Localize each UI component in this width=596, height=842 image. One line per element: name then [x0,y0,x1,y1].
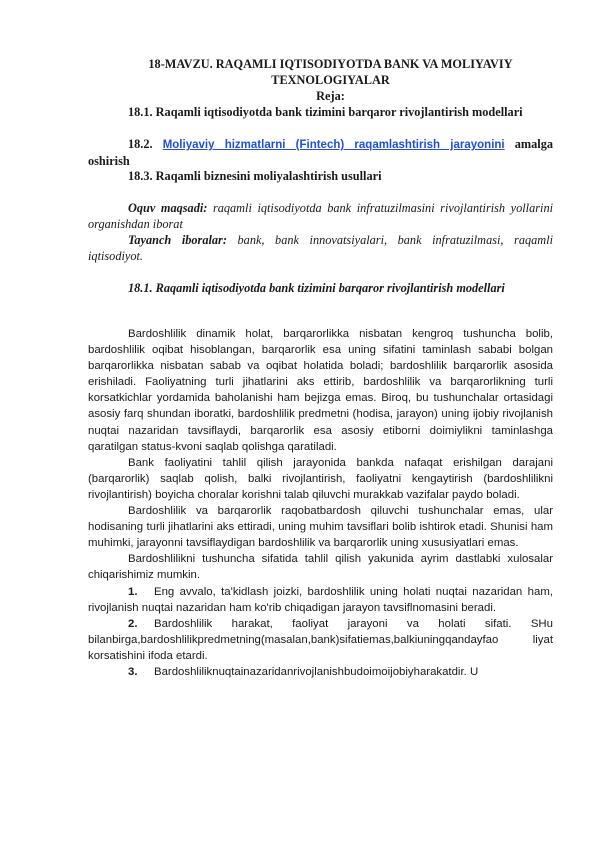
plan-item-2-suffix: amalga oshirish [88,137,553,168]
paragraph-3: Bardoshlilik va barqarorlik raqobatbardosh qiluvchi tushunchalar emas, ular hodisaning turli jihatlarini aks ettiradi, uning muhim tavsiflari bolib ishtirok etadi. Shunisi ham muhimki, jarayonni tavsiflaydigan bardoshlilik va barqarorlik uning xususiyatlari emas. [88,505,553,550]
plan-heading: Reja: [316,89,345,103]
body-text [88,326,553,680]
learning-goal [88,200,553,232]
numbered-item-3-text: Bardoshliliknuqtainazaridanrivojlanishbudoimoijobiyharakatdir. U [154,665,479,678]
numbered-item-1-number: 1. [128,585,138,598]
plan-item-2-number: 18.2. [128,137,153,151]
numbered-item-2 [88,616,553,664]
numbered-item-1-text: Eng avvalo, ta'kidlash joizki, bardoshlilik uning holati nuqtai nazaridan ham, rivojlanish nuqtai nazaridan ham ko'rib chiqadigan jarayon tavsiflnomasini beradi. [88,585,553,614]
plan-item-3: 18.3. Raqamli biznesini moliyalashtirish usullari [128,169,382,183]
document-title: 18-MAVZU. RAQAMLI IQTISODIYOTDA BANK VA MOLIYAVIY TEXNOLOGIYALAR [148,57,513,87]
paragraph-2: Bank faoliyatini tahlil qilish jarayonida bankda nafaqat erishilgan darajani (barqarorlik) saqlab qolish, balki rivojlantirish, faoliyatni kengaytirish (bardoshlilikni rivojlantirish) boyicha choralar korishni talab qiluvchi murakkab vazifalar paydo boladi. [88,456,553,501]
plan-item-1: 18.1. Raqamli iqtisodiyotda bank tizimini barqaror rivojlantirish modellari [128,105,523,119]
numbered-item-1 [88,584,553,616]
keywords [88,232,553,264]
keywords-text: bank, bank innovatsiyalari, bank infratuzilmasi, raqamli iqtisodiyot. [88,233,553,263]
plan-item-2 [88,136,553,169]
numbered-item-3 [88,664,553,680]
section-heading: 18.1. Raqamli iqtisodiyotda bank tizimini barqaror rivojlantirish modellari [128,281,505,295]
paragraph-1: Bardoshlilik dinamik holat, barqarorlikka nisbatan kengroq tushuncha bolib, bardoshlilik oqibat hisoblangan, barqarorlik esa uning sifatini taminlash sababi bolgan barqarorlikka nisbatan sabab va oqibat holatida boladi; bardoshlilik barqarorlik asosida erishiladi. Faoliyatning turli jihatlarini aks ettirib, bardoshlilik va barqarorlikning turli korsatkichlar yordamida baholanishi ham bejizga emas. Biroq, bu tushunchalar ortasidagi asosiy farq shundan iboratki, bardoshlilik predmetni (hodisa, jarayon) uning ijobiy rivojlanish nuqtai nazaridan tavsiflaydi, barqarorlik esa asosiy etiborni doimiylikni taminlashga qaratilgan status-kvoni saqlab qolishga qaratiladi. [88,328,553,453]
keywords-label: Tayanch iboralar: [128,233,227,247]
numbered-item-3-number: 3. [128,665,138,678]
learning-goal-text: raqamli iqtisodiyotda bank infratuzilmasini rivojlantirish yollarini organishdan iborat [88,201,554,231]
learning-goal-label: Oquv maqsadi: [128,201,208,215]
numbered-item-2-number: 2. [128,617,138,630]
paragraph-4: Bardoshlilikni tushuncha sifatida tahlil qilish yakunida ayrim dastlabki xulosalar chiqarishimiz mumkin. [88,553,553,582]
plan-item-2-link[interactable]: Moliyaviy hizmatlarni (Fintech) raqamlashtirish jarayonini [162,139,505,151]
numbered-item-2-text: Bardoshlilik harakat, faoliyat jarayoni va holati sifati. SHu bilanbirga,bardoshlilikpredmetning(masalan,bank)sifatiemas,balkiuningqandayfao liyat korsatishini ifoda etardi. [88,617,553,662]
